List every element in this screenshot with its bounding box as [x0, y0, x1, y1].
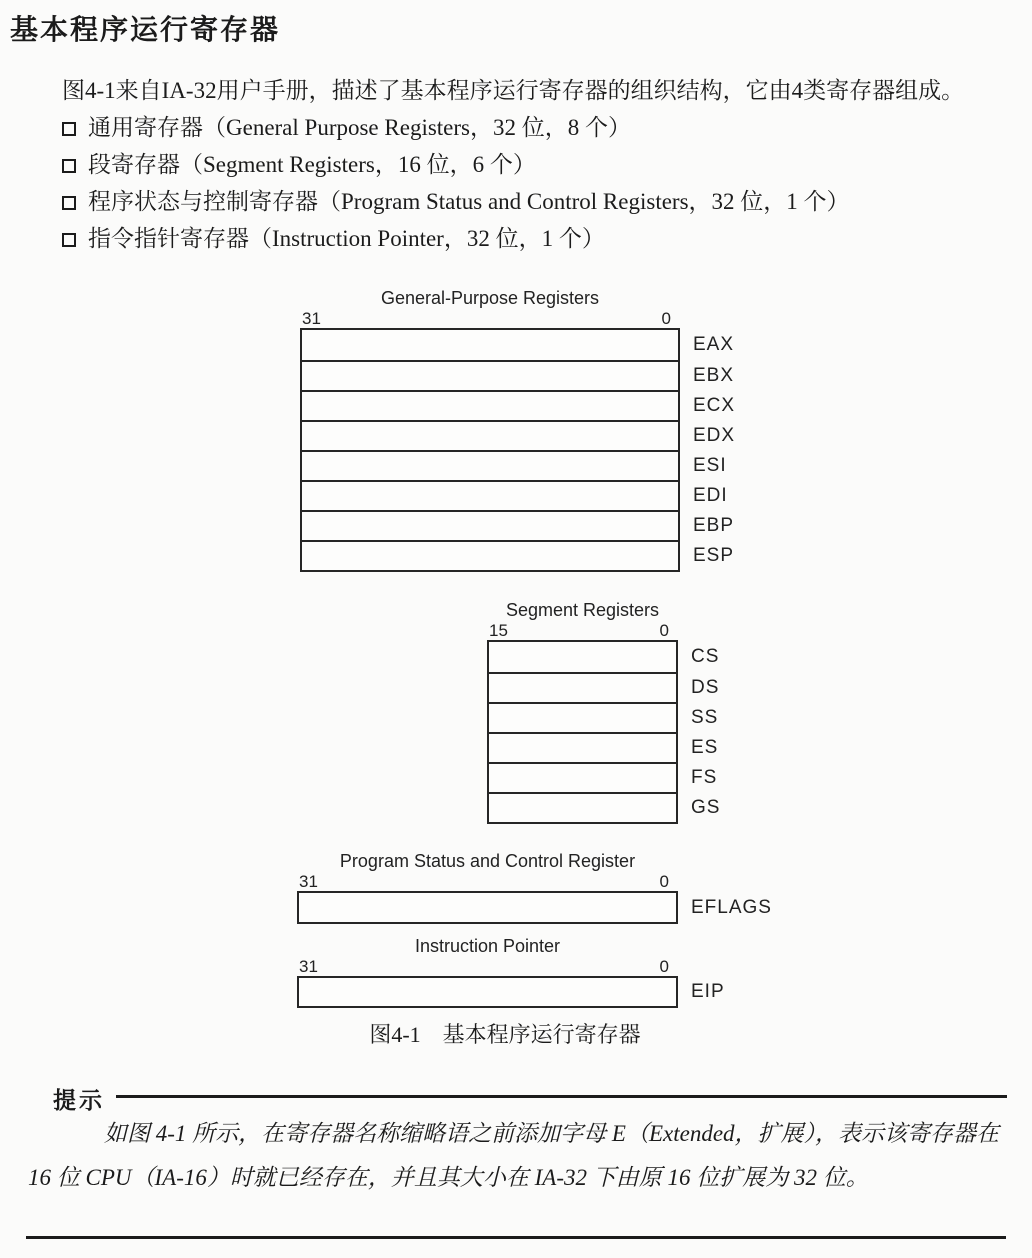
low-bit-label: 0	[659, 872, 669, 891]
register-label: ESP	[693, 545, 735, 566]
register-row	[302, 420, 736, 450]
register-label: EFLAGS	[691, 896, 772, 918]
register-group-title: Segment Registers	[505, 600, 660, 620]
tip-label: 提示	[53, 1087, 105, 1113]
bullet-text: 通用寄存器（General Purpose Registers，32 位，8 个）	[88, 115, 631, 140]
register-cell	[489, 704, 676, 732]
register-group	[300, 288, 736, 572]
register-cell	[302, 542, 678, 570]
register-label: ECX	[693, 395, 736, 416]
bullet-item	[62, 114, 850, 142]
register-label: EBP	[693, 515, 735, 536]
register-row	[299, 893, 772, 922]
bullet-list	[62, 114, 850, 262]
low-bit-label: 0	[661, 309, 671, 328]
low-bit-label: 0	[659, 621, 669, 640]
register-cell	[302, 512, 678, 540]
register-row	[299, 978, 725, 1006]
bullet-text: 程序状态与控制寄存器（Program Status and Control Registers，32 位，1 个）	[88, 189, 850, 214]
register-row	[302, 540, 735, 570]
register-row	[489, 672, 720, 702]
register-label: EDX	[693, 425, 736, 446]
register-cell	[302, 452, 678, 480]
tip-rule-divider	[116, 1095, 1007, 1098]
register-row	[489, 732, 719, 762]
register-label: DS	[691, 677, 720, 698]
register-row	[302, 510, 735, 540]
register-box	[300, 328, 736, 572]
register-cell	[302, 482, 678, 510]
register-cell	[489, 642, 676, 672]
register-box	[487, 640, 721, 824]
bottom-rule-divider	[26, 1236, 1006, 1239]
register-group	[297, 936, 725, 1008]
register-label: EIP	[691, 981, 725, 1002]
register-cell	[489, 674, 676, 702]
register-label: EDI	[693, 485, 728, 506]
register-label: ES	[691, 737, 719, 758]
bit-range-row	[297, 958, 678, 976]
register-group	[297, 851, 772, 924]
register-row	[302, 480, 728, 510]
register-row	[489, 792, 721, 822]
register-cell	[302, 330, 678, 360]
register-group-title: General-Purpose Registers	[380, 288, 600, 308]
register-cell	[489, 764, 676, 792]
high-bit-label: 31	[302, 309, 321, 328]
register-group-title: Program Status and Control Register	[339, 851, 636, 871]
bit-range-row	[487, 622, 678, 640]
intro-paragraph: 图4-1来自IA-32用户手册，描述了基本程序运行寄存器的组织结构，它由4类寄存器组成。	[62, 78, 965, 103]
low-bit-label: 0	[659, 957, 669, 976]
register-row	[489, 762, 718, 792]
register-box	[297, 891, 772, 924]
register-label: ESI	[693, 455, 727, 476]
register-label: CS	[691, 646, 720, 667]
register-row	[302, 360, 735, 390]
bullet-text: 指令指针寄存器（Instruction Pointer，32 位，1 个）	[88, 226, 605, 251]
register-row	[302, 390, 736, 420]
register-row	[489, 702, 719, 732]
figure-caption: 图4-1 基本程序运行寄存器	[369, 1022, 641, 1047]
register-row	[302, 330, 735, 360]
bullet-item	[62, 225, 850, 253]
square-bullet-icon	[62, 196, 76, 210]
register-label: EBX	[693, 365, 735, 386]
register-cell	[299, 978, 676, 1006]
high-bit-label: 31	[299, 872, 318, 891]
register-cell	[302, 362, 678, 390]
bullet-item	[62, 151, 850, 179]
register-cell	[489, 734, 676, 762]
register-cell	[489, 794, 676, 822]
bit-range-row	[297, 873, 678, 891]
square-bullet-icon	[62, 122, 76, 136]
register-row	[302, 450, 727, 480]
register-cell	[302, 422, 678, 450]
register-group-title: Instruction Pointer	[414, 936, 561, 956]
register-cell	[302, 392, 678, 420]
register-label: FS	[691, 767, 718, 788]
page-title: 基本程序运行寄存器	[10, 14, 281, 45]
high-bit-label: 31	[299, 957, 318, 976]
square-bullet-icon	[62, 233, 76, 247]
bit-range-row	[300, 310, 680, 328]
register-row	[489, 642, 720, 672]
register-group	[487, 600, 721, 824]
register-label: SS	[691, 707, 719, 728]
register-box	[297, 976, 725, 1008]
register-label: EAX	[693, 334, 735, 355]
tip-body: 如图 4-1 所示，在寄存器名称缩略语之前添加字母 E（Extended，扩展），表示该寄存器在 16 位 CPU（IA-16）时就已经存在，并且其大小在 IA-32 下由原 16 位扩展为 32 位。	[28, 1121, 1000, 1190]
bullet-text: 段寄存器（Segment Registers，16 位，6 个）	[88, 152, 536, 177]
square-bullet-icon	[62, 159, 76, 173]
register-label: GS	[691, 797, 721, 818]
high-bit-label: 15	[489, 621, 508, 640]
bullet-item	[62, 188, 850, 216]
register-cell	[299, 893, 676, 922]
